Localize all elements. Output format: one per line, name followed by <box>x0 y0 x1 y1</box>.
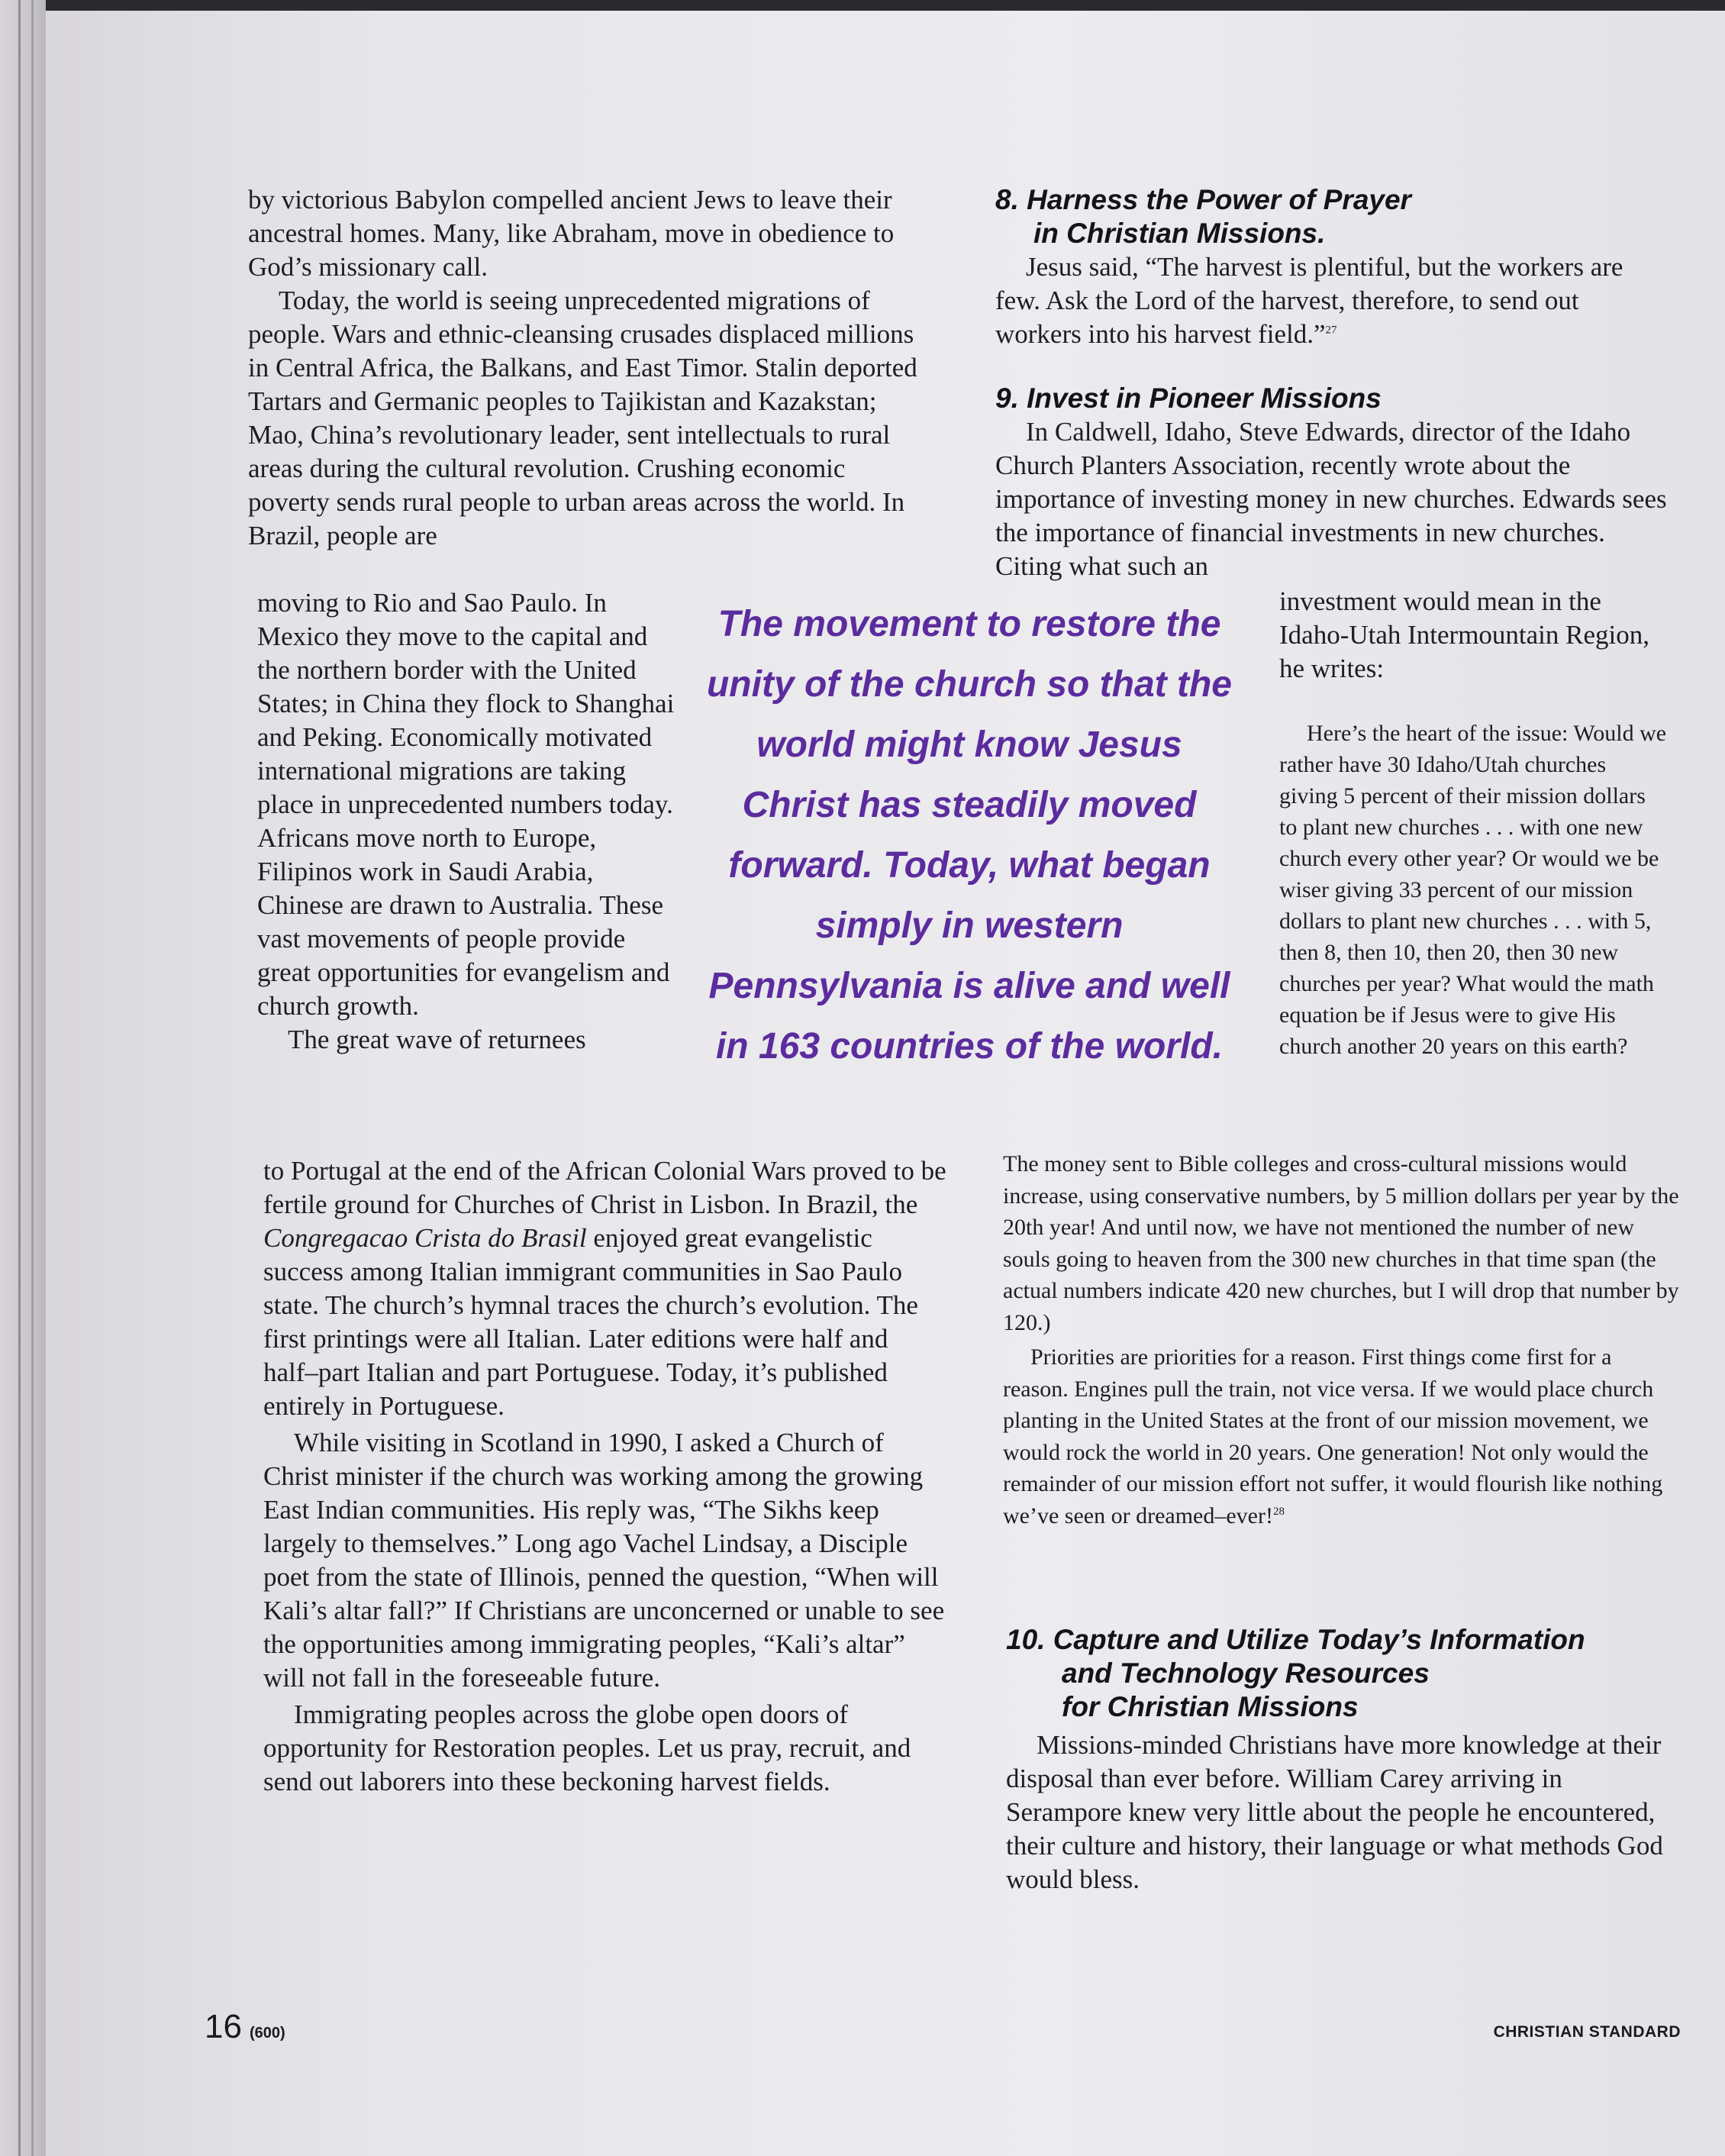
right-column-top <box>995 183 1667 583</box>
page-number: 16 (600) <box>205 2008 285 2045</box>
magazine-name: CHRISTIAN STANDARD <box>1493 2023 1681 2041</box>
left-paragraph-2-top: Today, the world is seeing unprecedented migrations of people. Wars and ethnic-cleansing crusades displaced millions in Central Africa, the Balkans, and East Timor. Stalin deported Tartars and Germanic peoples to Tajikistan and Kazakstan; Mao, China’s revolutionary leader, sent intellectuals to rural areas during the cultural revolution. Crushing economic poverty sends rural people to urban areas across the world. In Brazil, people are <box>248 286 917 550</box>
footnote-27: 27 <box>1325 324 1337 337</box>
left-column-top <box>248 183 931 553</box>
left-column-narrow <box>257 586 675 1057</box>
paragraph-8: Jesus said, “The harvest is plentiful, but the workers are few. Ask the Lord of the harvest, therefore, to send out workers into his harvest field.”$^{27}$ <box>995 252 1623 349</box>
left-paragraph-1: by victorious Babylon compelled ancient Jews to leave their ancestral homes. Many, like Abraham, move in obedience to God’s missionary call. <box>248 185 895 282</box>
right-column-bottom <box>1006 1623 1678 1896</box>
spine-line <box>18 0 21 2156</box>
spine-line <box>31 0 34 2156</box>
block-quote: Here’s the heart of the issue: Would we rather have 30 Idaho/Utah churches giving 5 percent of their mission dollars to plant new churches . . . with one new church every other year? Or would we be wiser giving 33 percent of our mission dollars to plant new churches . . . with 5, then 8, then 10, then 20, then 30 new churches per year? What would the math equation be if Jesus were to give His church another 20 years on this earth? <box>1279 721 1667 1059</box>
block-quote-continued <box>1003 1148 1682 1531</box>
left-paragraph-3-wide: to Portugal at the end of the African Colonial Wars proved to be fertile ground for Churches of Christ in Lisbon. In Brazil, the Congregacao Crista do Brasil enjoyed great evangelistic success among Italian immigrant communities in Sao Paulo state. The church’s hymnal traces the church’s evolution. The first printings were all Italian. Later editions were half and half–part Italian and part Portuguese. Today, it’s published entirely in Portuguese. <box>263 1156 946 1421</box>
left-paragraph-5: Immigrating peoples across the globe open doors of opportunity for Restoration peoples. Let us pray, recruit, and send out laborers into these beckoning harvest fields. <box>263 1699 911 1796</box>
heading-10: 10. Capture and Utilize Today’s Information and Technology Resources for Christian Missions <box>1006 1624 1585 1722</box>
paragraph-9-wide: In Caldwell, Idaho, Steve Edwards, director of the Idaho Church Planters Association, recently wrote about the importance of investing money in new churches. Edwards sees the importance of financial investments in new churches. Citing what such an <box>995 417 1667 581</box>
paragraph-10: Missions-minded Christians have more knowledge at their disposal than ever before. William Carey arriving in Serampore knew very little about the people he encountered, their culture and history, their language or what methods God would bless. <box>1006 1730 1663 1894</box>
pull-quote: The movement to restore the unity of the church so that the world might know Jesus Christ has steadily moved forward. Today, what began simply in western Pennsylvania is alive and well in 163 countries of the world. <box>706 604 1232 1067</box>
left-paragraph-3-narrow: The great wave of returnees <box>288 1025 586 1054</box>
binding-spine <box>0 0 46 2156</box>
italic-church-name: Congregacao Crista do Brasil <box>263 1223 587 1253</box>
footnote-28: 28 <box>1272 1505 1285 1518</box>
quote-paragraph-2: Priorities are priorities for a reason. First things come first for a reason. Engines pull the train, not vice versa. If we would place church planting in the United States at the front of our mission movement, we would rock the world in 20 years. One generation! Not only would the remainder of our mission effort not suffer, it would flourish like nothing we’ve seen or dreamed–ever!$^{28}$ <box>1003 1344 1663 1528</box>
paragraph-9-narrow: investment would mean in the Idaho-Utah Intermountain Region, he writes: <box>1279 586 1650 683</box>
left-paragraph-4: While visiting in Scotland in 1990, I asked a Church of Christ minister if the church was working among the growing East Indian communities. His reply was, “The Sikhs keep largely to themselves.” Long ago Vachel Lindsay, a Disciple poet from the state of Illinois, penned the question, “When will Kali’s altar fall?” If Christians are unconcerned or unable to see the opportunities among immigrating peoples, “Kali’s altar” will not fall in the foreseeable future. <box>263 1428 945 1693</box>
left-paragraph-2-narrow: moving to Rio and Sao Paulo. In Mexico they move to the capital and the northern border with the United States; in China they flock to Shanghai and Peking. Economically motivated international migrations are taking place in unprecedented numbers today. Africans move north to Europe, Filipinos work in Saudi Arabia, Chinese are drawn to Australia. These vast movements of people provide great opportunities for evangelism and church growth. <box>257 588 675 1021</box>
right-column-narrow <box>1279 585 1669 686</box>
left-column-bottom <box>263 1154 946 1799</box>
heading-9: 9. Invest in Pioneer Missions <box>995 382 1382 414</box>
quote-paragraph-1: The money sent to Bible colleges and cross-cultural missions would increase, using conservative numbers, by 5 million dollars per year by the 20th year! And until now, we have not mentioned the number of new souls going to heaven from the 300 new churches in that time span (the actual numbers indicate 420 new churches, but I will drop that number by 120.) <box>1003 1151 1679 1335</box>
heading-8: 8. Harness the Power of Prayer in Christian Missions. <box>995 184 1411 249</box>
